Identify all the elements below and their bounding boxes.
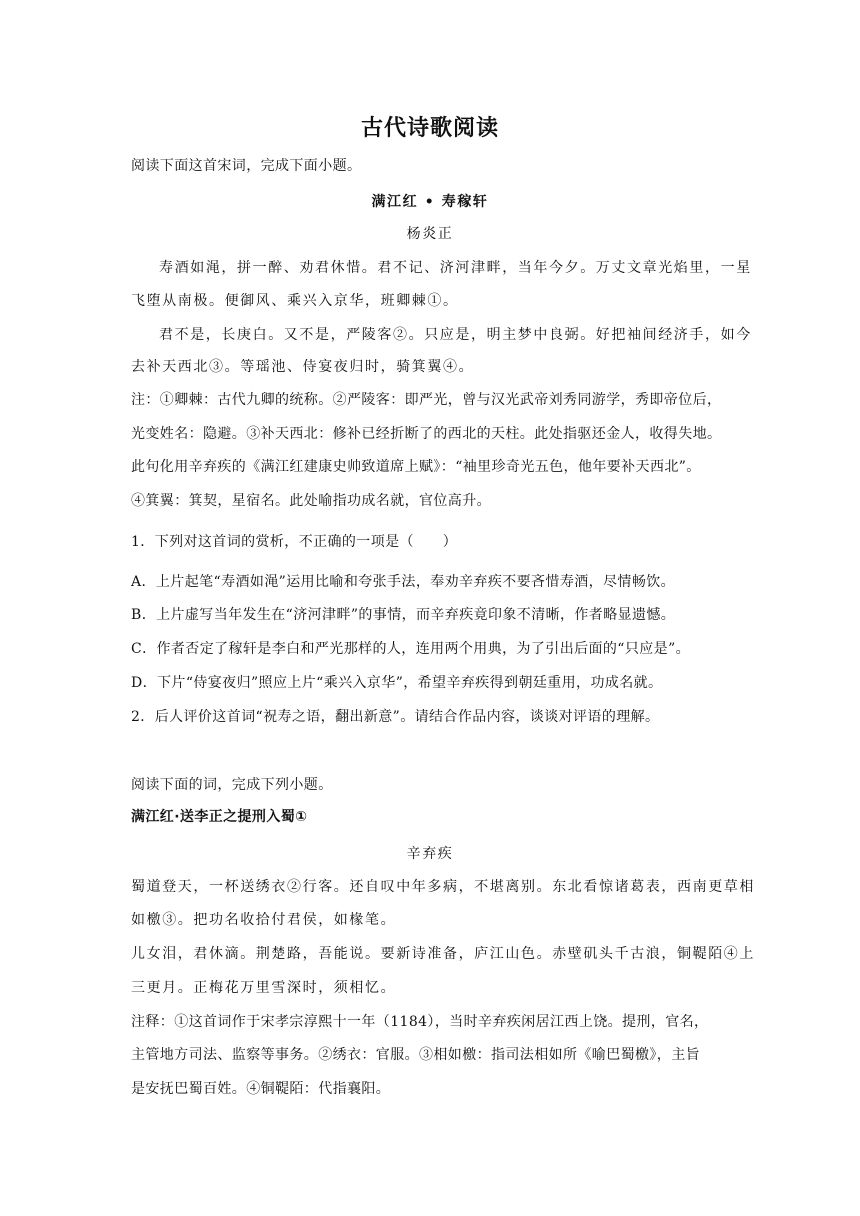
page-title: 古代诗歌阅读 (360, 116, 499, 141)
question-2: 2．后人评价这首词“祝寿之语，翻出新意”。请结合作品内容，谈谈对评语的理解。 (131, 709, 660, 725)
section1-poem-line: 君不是，长庚白。又不是，严陵客②。只应是，明主梦中良弼。好把袖间经济手，如今 (159, 327, 752, 343)
section1-note-line: ④箕翼：箕契，星宿名。此处喻指功成名就，官位高升。 (131, 493, 491, 509)
question-1: 1．下列对这首词的赏析，不正确的一项是（ ） (131, 534, 458, 550)
option-b: B．上片虚写当年发生在“济河津畔”的事情，而辛弃疾竟印象不清晰，作者略显遗憾。 (131, 607, 676, 623)
section2-poem-author: 辛弃疾 (406, 846, 454, 862)
section1-poem-line: 去补天西北③。等瑶池、侍宴夜归时，骑箕翼④。 (131, 359, 475, 375)
section1-poem-author: 杨炎正 (406, 226, 454, 242)
section2-poem-title: 满江红·送李正之提刑入蜀① (131, 809, 308, 825)
section1-instruction: 阅读下面这首宋词，完成下面小题。 (131, 158, 362, 174)
section1-note-line: 光变姓名：隐避。③补天西北：修补已经折断了的西北的天柱。此处指驱还金人，收得失地。 (131, 426, 722, 442)
section1-note-line: 注：①卿棘：古代九卿的统称。②严陵客：即严光，曾与汉光武帝刘秀同游学，秀即帝位后， (131, 392, 722, 408)
section2-poem-line: 儿女泪，君休滴。荆楚路，吾能说。要新诗准备，庐江山色。赤壁矶头千古浪，铜鞮陌④上 (131, 946, 755, 962)
section2-note-line: 注释：①这首词作于宋孝宗淳熙十一年（1184），当时辛弃疾闲居江西上饶。提刑，官名， (131, 1014, 709, 1030)
option-a: A．上片起笔“寿酒如渑”运用比喻和夸张手法，奉劝辛弃疾不要吝惜寿酒，尽情畅饮。 (131, 574, 676, 590)
option-d: D．下片“侍宴夜归”照应上片“乘兴入京华”，希望辛弃疾得到朝廷重用，功成名就。 (131, 675, 663, 691)
section2-note-line: 主管地方司法、监察等事务。②绣衣：官服。③相如檄：指司法相如所《喻巴蜀檄》，主旨 (131, 1047, 700, 1063)
section1-poem-line: 寿酒如渑，拼一醉、劝君休惜。君不记、济河津畔，当年今夕。万丈文章光焰里，一星 (159, 260, 752, 276)
section2-poem-line: 如檄③。把功名收拾付君侯，如椽笔。 (131, 912, 397, 928)
section1-poem-line: 飞堕从南极。便御风、乘兴入京华，班卿棘①。 (131, 293, 459, 309)
section1-poem-title: 满江红 • 寿稼轩 (371, 194, 489, 210)
option-c: C．作者否定了稼轩是李白和严光那样的人，连用两个用典，为了引出后面的“只应是”。 (131, 641, 691, 657)
section2-note-line: 是安抚巴蜀百姓。④铜鞮陌：代指襄阳。 (131, 1081, 391, 1097)
section2-poem-line: 蜀道登天，一杯送绣衣②行客。还自叹中年多病，不堪离别。东北看惊诸葛表，西南更草相 (131, 879, 755, 895)
section2-poem-line: 三更月。正梅花万里雪深时，须相忆。 (131, 980, 397, 996)
section2-instruction: 阅读下面的词，完成下列小题。 (131, 777, 333, 793)
section1-note-line: 此句化用辛弃疾的《满江红建康史帅致道席上赋》：“袖里珍奇光五色，他年要补天西北”。 (131, 459, 701, 475)
